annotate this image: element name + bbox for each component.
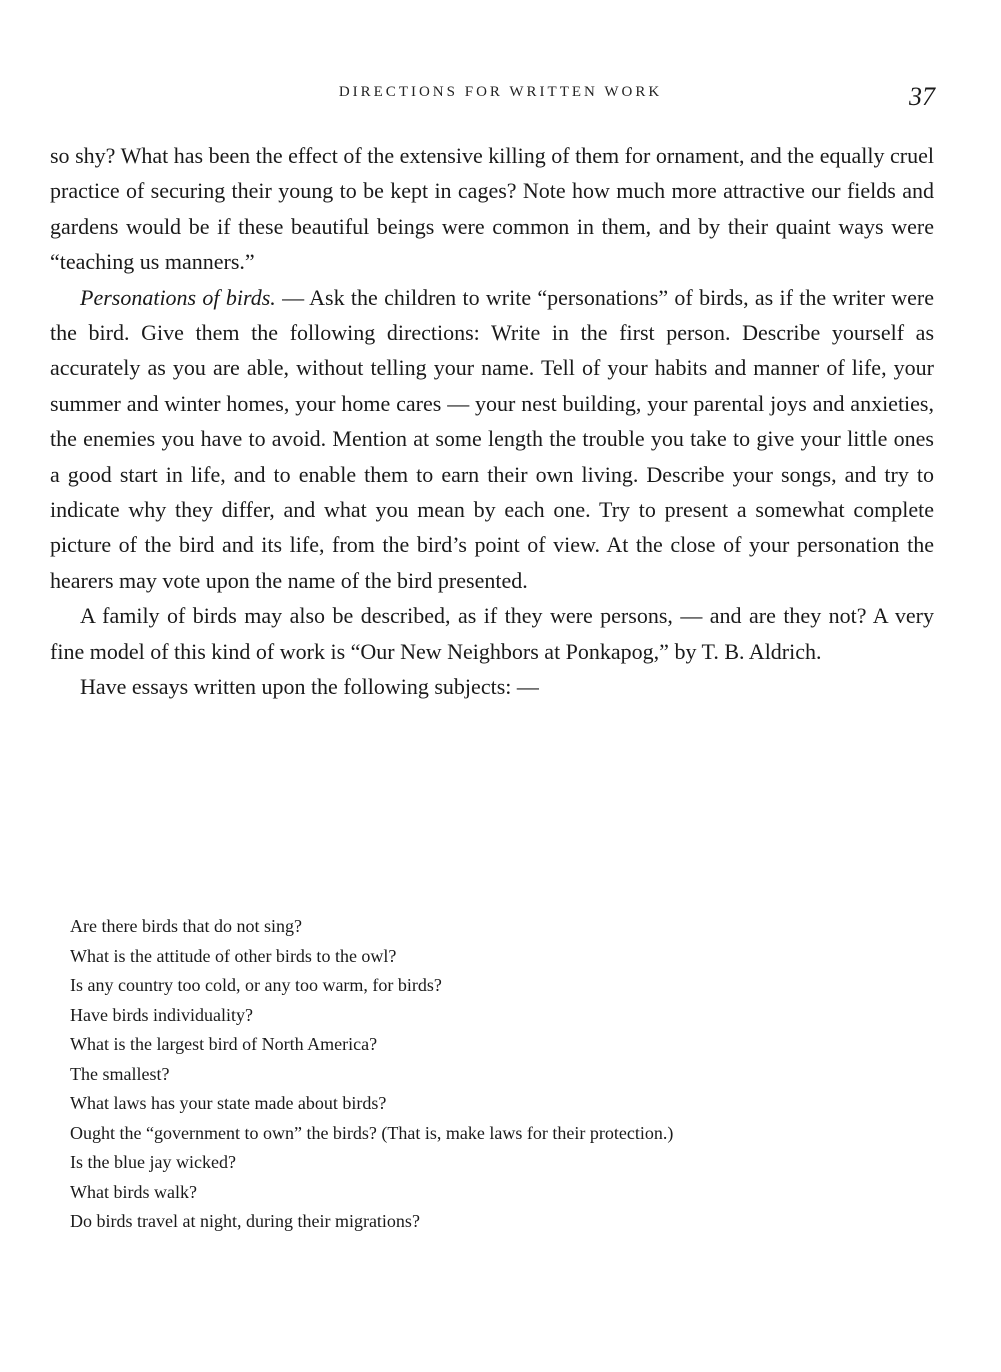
body-text [50,138,934,705]
essay-topic: Are there birds that do not sing? [70,916,302,936]
essay-topic: Ought the “government to own” the birds? (That is, make laws for their protection.) [70,1122,674,1143]
essay-topic: Do birds travel at night, during their migrations? [70,1211,420,1231]
running-head: DIRECTIONS FOR WRITTEN WORK [338,84,663,100]
essay-topic: What birds walk? [70,1181,197,1202]
essay-topic: The smallest? [70,1063,170,1084]
paragraph-2-text: — Ask the children to write “personations” of birds, as if the writer were the bird. Give them the following directions: Write in the first person. Describe yourself as accurately as you are able, without telling your name. Tell of your habits and manner of life, your summer and winter homes, your home cares — your nest building, your parental joys and anxieties, the enemies you have to avoid. Mention at some length the trouble you take to give your little ones a good start in life, and to enable them to earn their own living. Describe your songs, and try to indicate why they differ, and what you mean by each one. Try to present a somewhat complete picture of the bird and its life, from the bird’s point of view. At the close of your personation the hearers may vote upon the name of the bird presented. [50,284,934,593]
essay-topic: What is the attitude of other birds to the owl? [70,945,397,966]
paragraph-4: Have essays written upon the following subjects: — [80,674,539,700]
essay-topic: Have birds individuality? [70,1004,253,1025]
paragraph-2-lead: Personations of birds. [80,284,276,310]
essay-topic: What laws has your state made about birds? [70,1093,387,1113]
page-number: 37 [909,82,935,111]
essay-topics-list [50,912,940,1237]
paragraph-2 [50,280,934,599]
paragraph-3: A family of birds may also be described, as if they were persons, — and are they not? A very fine model of this kind of work is “Our New Neighbors at Ponkapog,” by T. B. Aldrich. [50,603,934,664]
paragraph-1: so shy? What has been the effect of the extensive killing of them for ornament, and the equally cruel practice of securing their young to be kept in cages? Note how much more attractive our fields and gardens would be if these beautiful beings were common in them, and by their quaint ways were “teaching us manners.” [50,143,934,275]
essay-topic: Is the blue jay wicked? [70,1152,236,1172]
essay-topic: What is the largest bird of North America? [70,1034,378,1054]
essay-topic: Is any country too cold, or any too warm, for birds? [70,975,442,995]
